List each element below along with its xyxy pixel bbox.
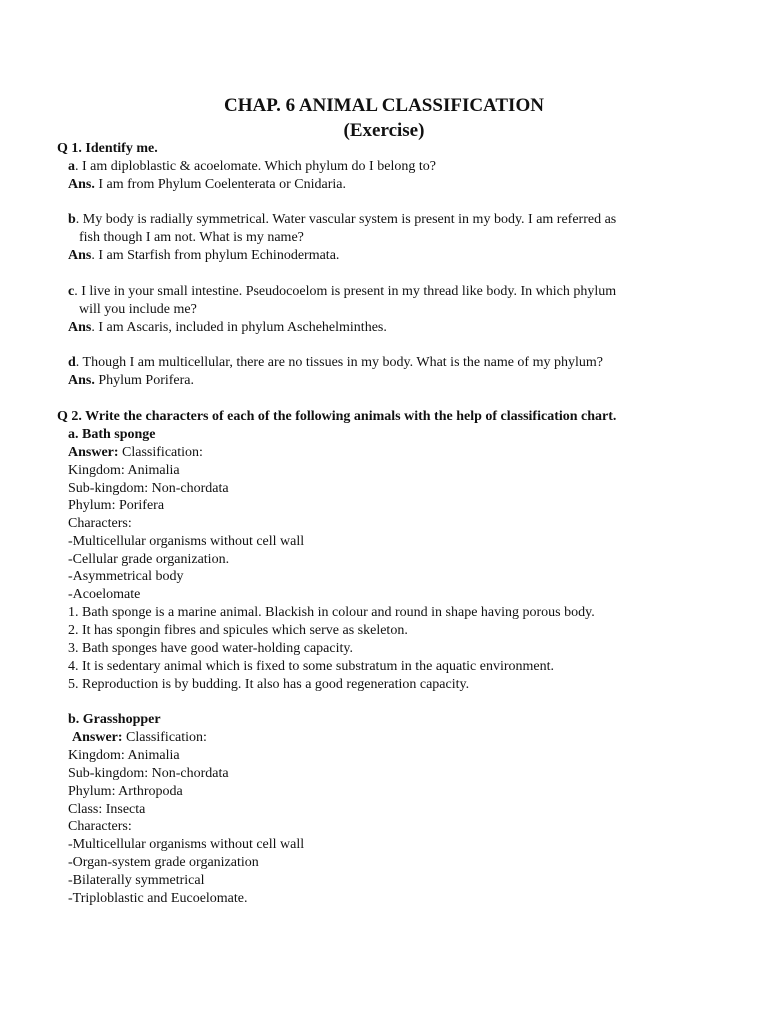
- q2b-line: -Bilaterally symmetrical: [68, 873, 205, 888]
- q2a-line: 4. It is sedentary animal which is fixed to some substratum in the aquatic environment.: [68, 659, 555, 674]
- q1d-question-text: . Though I am multicellular, there are no tissues in my body. What is the name of my phylum?: [75, 355, 603, 370]
- q2b-line: Phylum: Arthropoda: [68, 784, 183, 799]
- q1b-answer: [68, 247, 339, 265]
- q1b-question-line1: . My body is radially symmetrical. Water vascular system is present in my body. I am referred as: [75, 212, 617, 227]
- q2a-line: -Multicellular organisms without cell wall: [68, 534, 305, 549]
- q2b-heading: b. Grasshopper: [68, 712, 161, 727]
- q1c-marker: c: [68, 284, 75, 299]
- q2b-line: Sub-kingdom: Non-chordata: [68, 766, 229, 781]
- q1-heading: Q 1. Identify me.: [57, 141, 158, 156]
- q1a-question: [68, 158, 436, 176]
- q1b-question-line2: fish though I am not. What is my name?: [79, 230, 304, 245]
- q1c-question-line2: will you include me?: [79, 302, 197, 317]
- q1b-answer-text: . I am Starfish from phylum Echinodermata.: [91, 248, 340, 263]
- q2a-line: -Asymmetrical body: [68, 569, 184, 584]
- q1a-marker: a: [68, 159, 75, 174]
- q1c-answer-text: . I am Ascaris, included in phylum Aschehelminthes.: [91, 320, 387, 335]
- q2b-answer: [72, 729, 207, 747]
- page-title: CHAP. 6 ANIMAL CLASSIFICATION: [224, 95, 544, 116]
- q2b-line: -Triploblastic and Eucoelomate.: [68, 891, 248, 906]
- q2b-answer-text: Classification:: [122, 730, 207, 745]
- q1c-answer: [68, 319, 387, 337]
- q2b-answer-label: Answer:: [72, 730, 123, 745]
- q1c-question: [68, 283, 616, 301]
- q1c-question-line1: . I live in your small intestine. Pseudocoelom is present in my thread like body. In which phylum: [74, 284, 617, 299]
- q1d-answer: [68, 372, 194, 390]
- q2a-line: Phylum: Porifera: [68, 498, 165, 513]
- q1b-marker: b: [68, 212, 76, 227]
- q2-heading: Q 2. Write the characters of each of the following animals with the help of classification chart.: [57, 409, 617, 424]
- q2a-line: Characters:: [68, 516, 132, 531]
- q2b-line: -Organ-system grade organization: [68, 855, 259, 870]
- q2a-line: Kingdom: Animalia: [68, 463, 180, 478]
- q2a-line: 1. Bath sponge is a marine animal. Blackish in colour and round in shape having porous body.: [68, 605, 595, 620]
- q1d-answer-text: Phylum Porifera.: [94, 373, 195, 388]
- q2b-line: Class: Insecta: [68, 802, 146, 817]
- q2b-line: Characters:: [68, 819, 132, 834]
- q1b-ans-label: Ans: [68, 248, 92, 263]
- q2a-line: -Cellular grade organization.: [68, 552, 230, 567]
- q2a-line: Sub-kingdom: Non-chordata: [68, 481, 229, 496]
- q1a-answer: [68, 176, 346, 194]
- q2a-line: 3. Bath sponges have good water-holding capacity.: [68, 641, 353, 656]
- q2b-line: -Multicellular organisms without cell wall: [68, 837, 305, 852]
- q2a-line: -Acoelomate: [68, 587, 141, 602]
- q1c-ans-label: Ans: [68, 320, 92, 335]
- page-subtitle: (Exercise): [343, 120, 425, 141]
- q2a-heading: a. Bath sponge: [68, 427, 156, 442]
- q1a-answer-text: I am from Phylum Coelenterata or Cnidaria.: [94, 177, 347, 192]
- q1d-question: [68, 354, 603, 372]
- q2a-line: 5. Reproduction is by budding. It also has a good regeneration capacity.: [68, 677, 470, 692]
- q1a-ans-label: Ans.: [68, 177, 95, 192]
- q2a-answer: [68, 444, 203, 462]
- q1d-marker: d: [68, 355, 76, 370]
- q2a-answer-label: Answer:: [68, 445, 119, 460]
- q1d-ans-label: Ans.: [68, 373, 95, 388]
- q1a-question-text: . I am diploblastic & acoelomate. Which phylum do I belong to?: [75, 159, 436, 174]
- q2a-answer-text: Classification:: [118, 445, 203, 460]
- q2b-line: Kingdom: Animalia: [68, 748, 180, 763]
- q2a-line: 2. It has spongin fibres and spicules which serve as skeleton.: [68, 623, 408, 638]
- q1b-question: [68, 211, 616, 229]
